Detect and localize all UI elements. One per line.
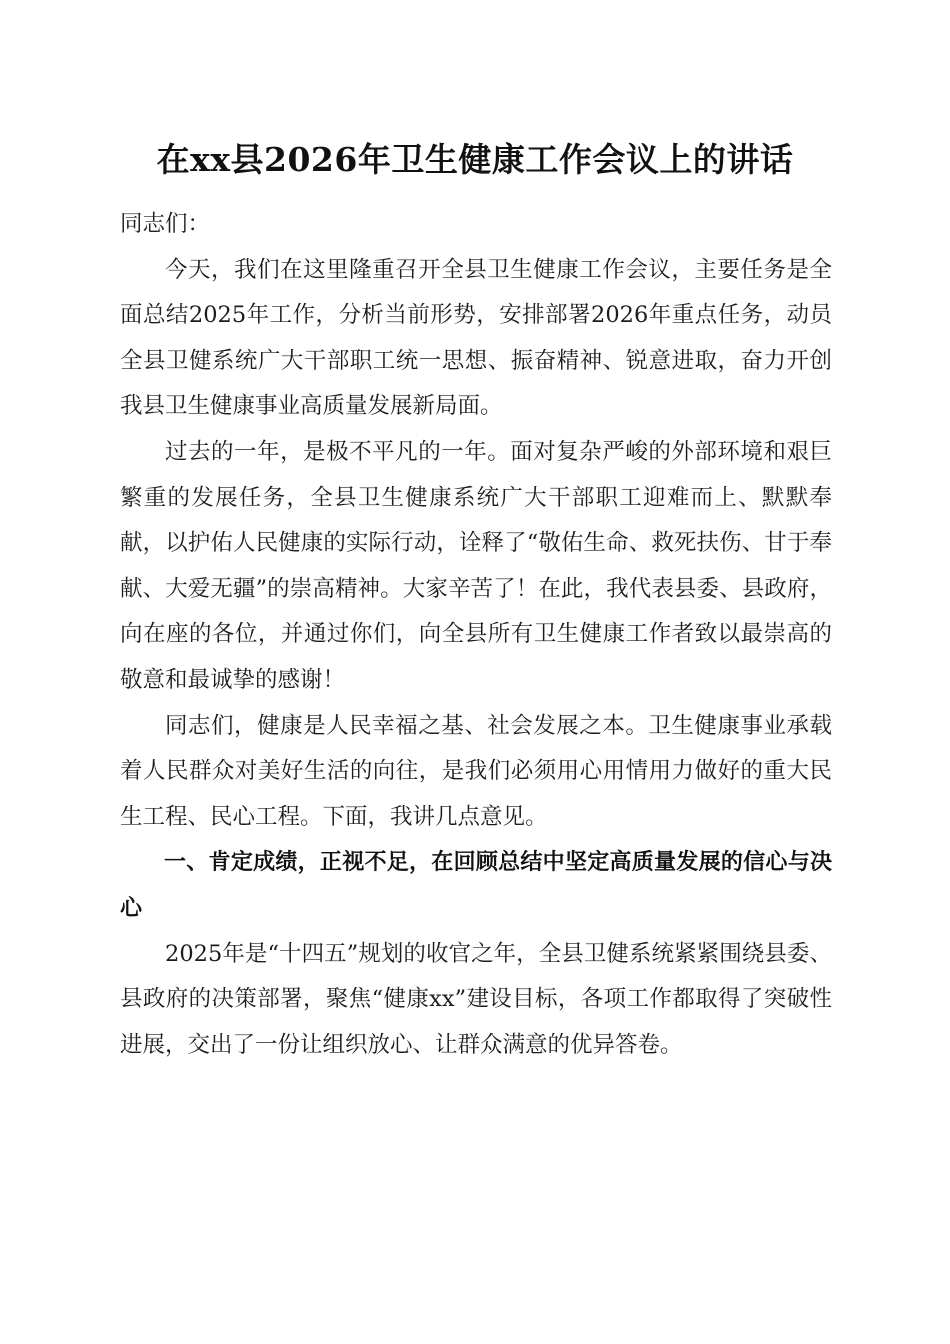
document-body <box>120 202 832 1068</box>
paragraph-transition: 同志们，健康是人民幸福之基、社会发展之本。卫生健康事业承载着人民群众对美好生活的向往，是我们必须用心用情用力做好的重大民生工程、民心工程。下面，我讲几点意见。 <box>120 712 832 830</box>
paragraph-opening: 今天，我们在这里隆重召开全县卫生健康工作会议，主要任务是全面总结2025年工作，分析当前形势，安排部署2026年重点任务，动员全县卫健系统广大干部职工统一思想、振奋精神、锐意进取，奋力开创我县卫生健康事业高质量发展新局面。 <box>120 256 832 420</box>
paragraph-review: 过去的一年，是极不平凡的一年。面对复杂严峻的外部环境和艰巨繁重的发展任务，全县卫生健康系统广大干部职工迎难而上、默默奉献，以护佑人民健康的实际行动，诠释了“敬佑生命、救死扶伤、甘于奉献、大爱无疆”的崇高精神。大家辛苦了！在此，我代表县委、县政府，向在座的各位，并通过你们，向全县所有卫生健康工作者致以最崇高的敬意和最诚挚的感谢！ <box>120 438 832 693</box>
document-title: 在xx县2026年卫生健康工作会议上的讲话 <box>156 140 794 179</box>
section-heading: 一、肯定成绩，正视不足，在回顾总结中坚定高质量发展的信心与决心 <box>120 850 832 921</box>
section-paragraph: 2025年是“十四五”规划的收官之年，全县卫健系统紧紧围绕县委、县政府的决策部署，聚焦“健康xx”建设目标，各项工作都取得了突破性进展，交出了一份让组织放心、让群众满意的优异答卷。 <box>120 940 832 1058</box>
salutation: 同志们： <box>120 211 211 237</box>
